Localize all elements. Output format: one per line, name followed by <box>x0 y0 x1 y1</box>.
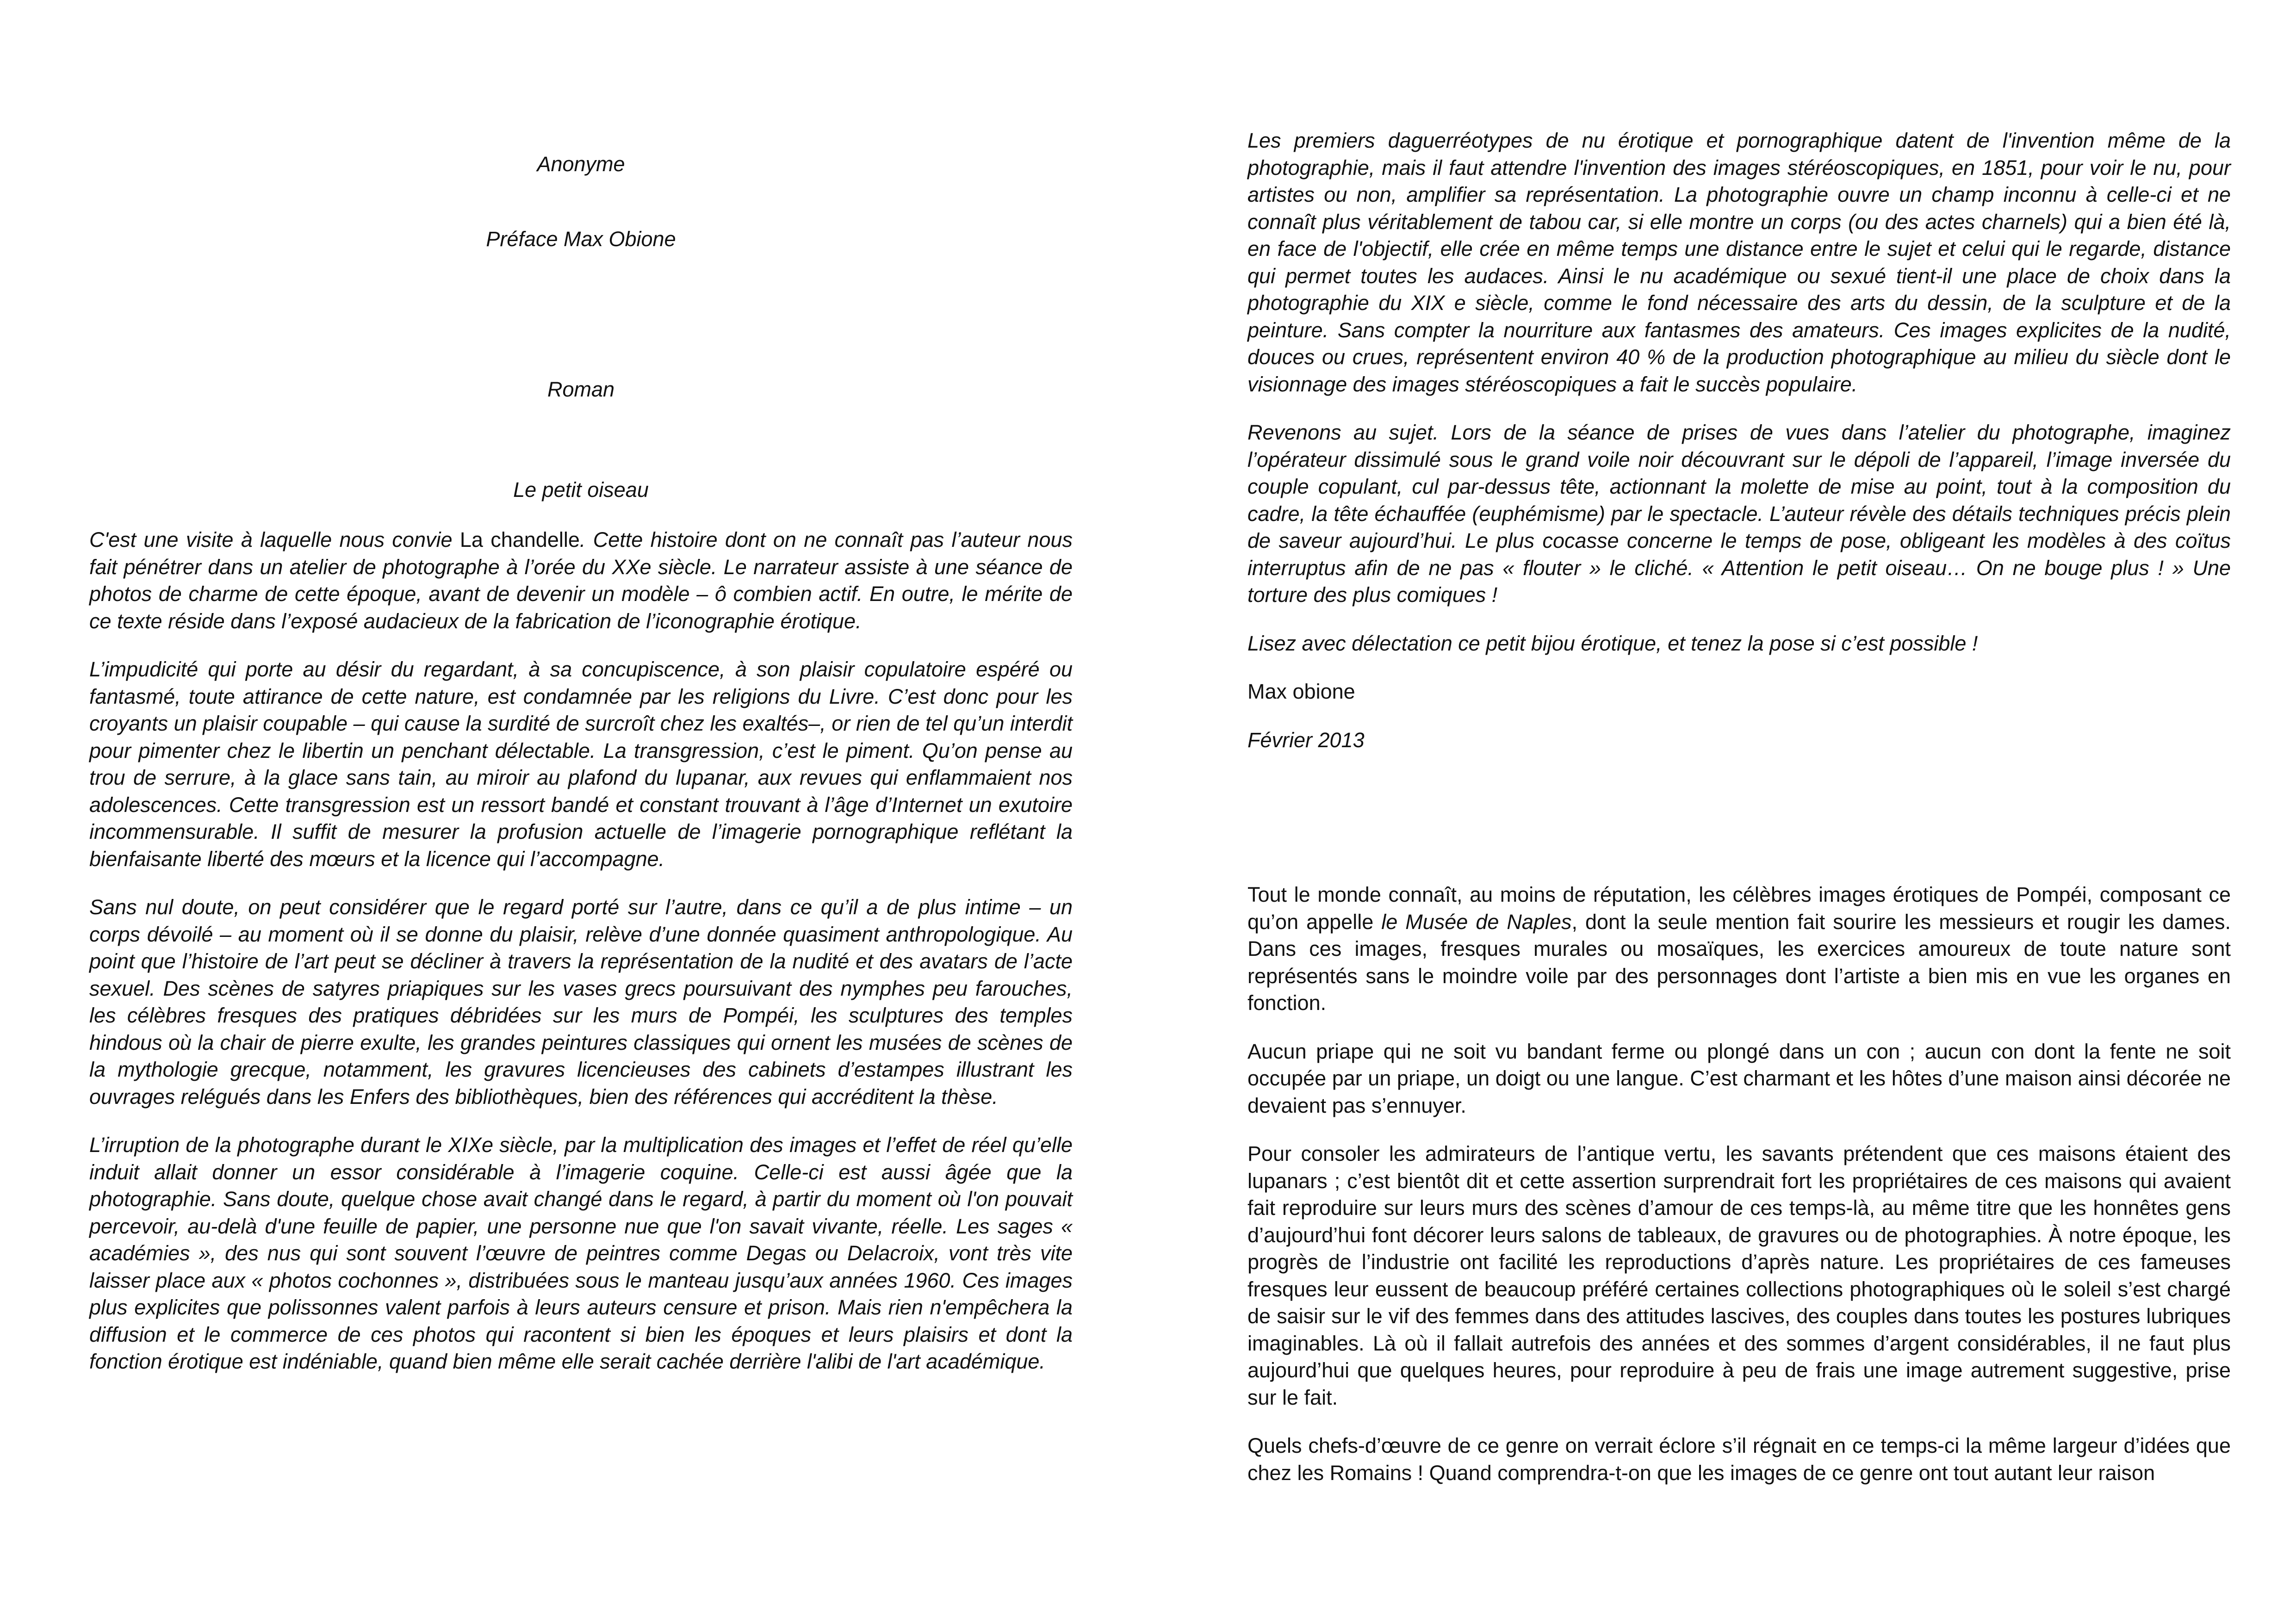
preface-credit: Préface Max Obione <box>486 227 676 251</box>
paragraph-text: . Cette histoire dont on ne connaît pas l’auteur nous fait pénétrer dans un atelier de photographe à l’orée du XXe siècle. Le narrateur assiste à une séance de photos de charme de cette époque, avant de devenir un modèle – ô combien actif. En outre, le mérite de ce texte réside dans l’exposé audacieux de la fabrication de l’iconographie érotique. <box>89 528 1073 633</box>
preface-paragraph-6: Revenons au sujet. Lors de la séance de prises de vues dans l’atelier du photographe, imaginez l’opérateur dissimulé sous le grand voile noir découvrant sur le dépoli de l’appareil, l’image inversée du couple copulant, cul par-dessus tête, actionnant la molette de mise au point, tout à la composition du cadre, la tête échauffée (euphémisme) par le spectacle. L’auteur révèle des détails techniques précis plein de saveur aujourd’hui. Le plus cocasse concerne le temps de pose, obligeant les modèles à des coïtus interruptus afin de ne pas « flouter » le cliché. « Attention le petit oiseau… On ne bouge plus ! » Une torture des plus comiques ! <box>1247 421 2231 607</box>
genre-label: Roman <box>547 378 615 401</box>
paragraph-text: Tout le monde connaît, au moins de réputation, les célèbres images érotiques de Pompéi, composant ce qu’on appelle <box>1247 883 2231 934</box>
preface-body <box>89 527 1073 1397</box>
paragraph-text: , dont la seule mention fait sourire les messieurs et rougir les dames. Dans ces images, fresques murales ou mosaïques, les exercices amoureux de toute nature sont représentés sans le moindre voile par des personnages dont l’artiste a bien mis en vue les organes en fonction. <box>1247 910 2231 1015</box>
story-paragraph-4: Quels chefs-d’œuvre de ce genre on verrait éclore s’il régnait en ce temps-ci la même largeur d’idées que chez les Romains ! Quand comprendra-t-on que les images de ce genre ont tout autant leur raison <box>1247 1434 2231 1485</box>
story-paragraph-1 <box>1247 881 2231 1017</box>
story-paragraph-3: Pour consoler les admirateurs de l’antique vertu, les savants prétendent que ces maisons étaient des lupanars ; c’est bientôt dit et cette assertion surprendrait fort les propriétaires de ces maisons qui avaient fait reproduire sur leurs murs des scènes d’amour de ces temps-là, au même titre que les honnêtes gens d’aujourd’hui font décorer leurs salons de tableaux, de gravures ou de photographies. À notre époque, les progrès de l’industrie ont facilité les reproductions d’après nature. Les propriétaires de ces fameuses fresques leur eussent de beaucoup préféré certaines collections photographiques où le soleil s’est chargé de saisir sur le vif des femmes dans des attitudes lascives, des couples dans toutes les postures lubriques imaginables. Là où il fallait autrefois des années et des sommes d’argent considérables, il ne faut plus aujourd’hui que quelques heures, pour reproduire à peu de frais une image autrement suggestive, prise sur le fait. <box>1247 1142 2231 1409</box>
preface-signature: Max obione <box>1247 680 1355 703</box>
book-title: Le petit oiseau <box>513 478 649 502</box>
paragraph-text: C'est une visite à laquelle nous convie <box>89 528 460 551</box>
preface-paragraph-3: Sans nul doute, on peut considérer que le regard porté sur l’autre, dans ce qu’il a de plus intime – un corps dévoilé – au moment où il se donne du plaisir, relève d’une donnée quasiment anthropologique. Au point que l’histoire de l’art peut se décliner à travers la représentation de la nudité et des avatars de l’acte sexuel. Des scènes de satyres priapiques sur les vases grecs poursuivant des nymphes peu farouches, les célèbres fresques des pratiques débridées sur les murs de Pompéi, les sculptures des temples hindous où la chair de pierre exulte, les grandes peintures classiques qui ornent les musées de scènes de la mythologie grecque, notamment, les gravures licencieuses des cabinets d’estampes illustrant les ouvrages relégués dans les Enfers des bibliothèques, bien des références qui accréditent la thèse. <box>89 895 1073 1109</box>
preface-paragraph-2: L’impudicité qui porte au désir du regardant, à sa concupiscence, à son plaisir copulatoire espéré ou fantasmé, toute attirance de cette nature, est condamnée par les religions du Livre. C’est donc pour les croyants un plaisir coupable – qui cause la surdité de surcroît chez les exaltés–, or rien de tel qu’un interdit pour pimenter chez le libertin un penchant délectable. La transgression, c’est le piment. Qu’on pense au trou de serrure, à la glace sans tain, au miroir au plafond du lupanar, aux revues qui enflammaient nos adolescences. Cette transgression est un ressort bandé et constant trouvant à l’âge d’Internet un exutoire incommensurable. Il suffit de mesurer la profusion actuelle de l’imagerie pornographique reflétant la bienfaisante liberté des mœurs et la licence qui l’accompagne. <box>89 657 1073 871</box>
work-reference: le Musée de Naples <box>1381 910 1572 934</box>
story-paragraph-2: Aucun priape qui ne soit vu bandant ferme ou plongé dans un con ; aucun con dont la fente ne soit occupée par un priape, un doigt ou une langue. C’est charmant et les hôtes d’une maison ainsi décorée ne devaient pas s’ennuyer. <box>1247 1039 2231 1117</box>
preface-paragraph-4: L’irruption de la photographe durant le XIXe siècle, par la multiplication des images et l’effet de réel qu’elle induit allait donner un essor considérable à l’imagerie coquine. Celle-ci est aussi âgée que la photographie. Sans doute, quelque chose avait changé dans le regard, à partir du moment où l'on pouvait percevoir, au-delà d'une feuille de papier, une personne nue que l'on savait vivante, réelle. Les sages « académies », des nus qui sont souvent l’œuvre de peintres comme Degas ou Delacroix, vont très vite laisser place aux « photos cochonnes », distribuées sous le manteau jusqu’aux années 1960. Ces images plus explicites que polissonnes valent parfois à leurs auteurs censure et prison. Mais rien n'empêchera la diffusion et le commerce de ces photos qui racontent si bien les époques et leurs plaisirs et dont la fonction érotique est indéniable, quand bien même elle serait cachée derrière l'alibi de l'art académique. <box>89 1133 1073 1373</box>
preface-paragraph-5: Les premiers daguerréotypes de nu érotique et pornographique datent de l'invention même de la photographie, mais il faut attendre l'invention des images stéréoscopiques, en 1851, pour voir le nu, pour artistes ou non, amplifier sa représentation. La photographie ouvre un champ inconnu à celle-ci et ne connaît plus véritablement de tabou car, si elle montre un corps (ou des actes charnels) qui a bien été là, en face de l'objectif, elle crée en même temps une distance entre le sujet et celui qui le regarde, distance qui permet toutes les audaces. Ainsi le nu académique ou sexué tient-il une place de choix dans la photographie du XIX e siècle, comme le fond nécessaire des arts du dessin, de la sculpture et de la peinture. Sans compter la nourriture aux fantasmes des amateurs. Ces images explicites de la nudité, douces ou crues, représentent environ 40 % de la production photographique au milieu du siècle dont le visionnage des images stéréoscopiques a fait le succès populaire. <box>1247 129 2231 396</box>
preface-date: Février 2013 <box>1247 728 1365 752</box>
author-name: Anonyme <box>537 152 625 176</box>
preface-paragraph-1 <box>89 527 1073 635</box>
preface-continuation <box>1247 127 2231 775</box>
book-reference: La chandelle <box>459 528 580 551</box>
story-body <box>1247 881 2231 1508</box>
preface-paragraph-7: Lisez avec délectation ce petit bijou érotique, et tenez la pose si c’est possible ! <box>1247 631 1978 655</box>
